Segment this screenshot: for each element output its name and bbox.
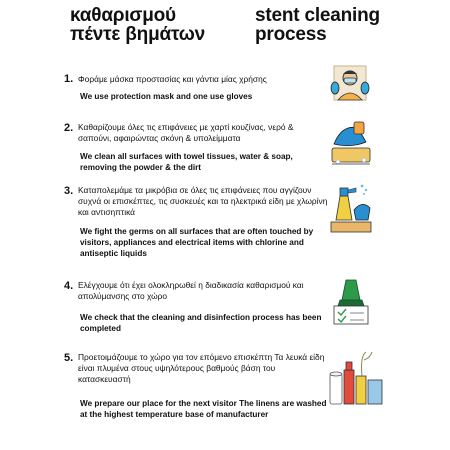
step-english-text: We clean all surfaces with towel tissues, water & soap, removing the powder & the dirt — [80, 152, 293, 172]
checklist-icon — [328, 276, 374, 328]
step-number: 2. — [64, 122, 74, 134]
greek-title-line2: πέντε βημάτων — [70, 24, 205, 45]
english-title-line1: stent cleaning — [255, 5, 380, 26]
step-greek-text: Προετοιμάζουμε το χώρο για τον επόμενο επισκέπτη Τα λευκά είδη είναι πλυμένα στους υψηλότερους βαθμούς βάση του κατασκευαστή — [78, 352, 325, 384]
step-number: 4. — [64, 280, 74, 292]
step-english-text: We check that the cleaning and disinfection process has been completed — [80, 313, 322, 333]
step-number: 5. — [64, 352, 74, 364]
step-english-text: We fight the germs on all surfaces that are often touched by visitors, appliances and electrical items with chlorine and antiseptic liquids — [80, 227, 314, 258]
english-title-line2: process — [255, 24, 327, 45]
step-greek-text: Καθαρίζουμε όλες τις επιφάνειες με χαρτί κουζίνας, νερό & σαπούνι, αφαιρώντας σκόνη & υπολείμματα — [78, 122, 294, 143]
step-greek-text: Ελέγχουμε ότι έχει ολοκληρωθεί η διαδικασία καθαρισμού και απολύμανσης στο χώρο — [78, 280, 304, 301]
step-number: 1. — [64, 73, 74, 85]
step-english-text: We prepare our place for the next visitor The linens are washed at the highest temperature base of manufacturer — [80, 399, 327, 419]
step-number: 3. — [64, 185, 74, 197]
linens-bottles-icon — [328, 348, 386, 408]
greek-title-line1: καθαρισμού — [70, 5, 176, 26]
step-greek-text: Φοράμε μάσκα προστασίας και γάντια μίας χρήσης — [78, 74, 267, 84]
person-mask-gloves-icon — [328, 64, 372, 110]
english-title — [255, 6, 380, 44]
greek-title — [70, 6, 205, 44]
step-english-text: We use protection mask and one use gloves — [80, 92, 253, 101]
spray-bottle-icon — [328, 180, 374, 236]
glove-sponge-icon — [328, 118, 374, 168]
step-greek-text: Καταπολεμάμε τα μικρόβια σε όλες τις επιφάνειες που αγγίζουν συχνά οι επισκέπτες, τις συσκευές και τα ηλεκτρικά είδη με χλωρίνη και αντισηπτικά — [78, 185, 328, 217]
